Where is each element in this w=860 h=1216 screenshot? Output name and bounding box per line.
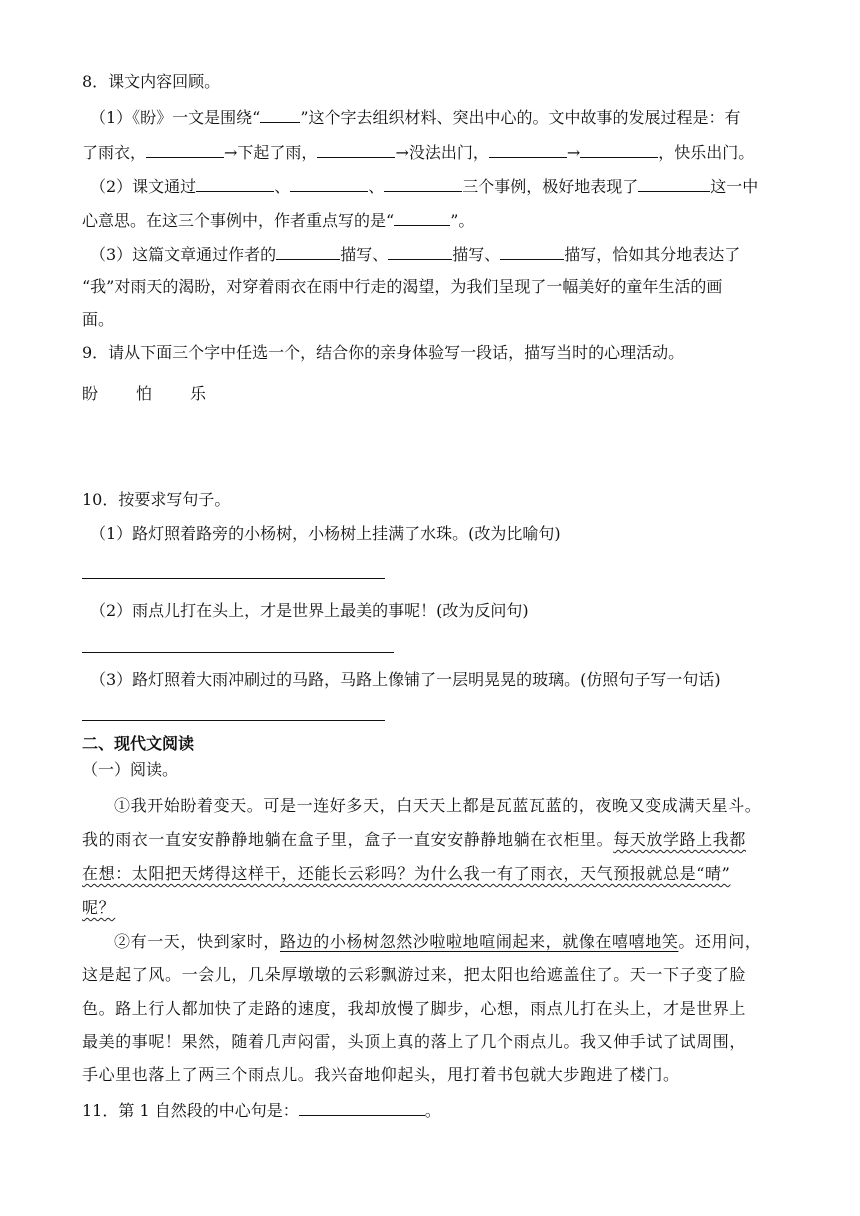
q10-sentence3: （3）路灯照着大雨冲刷过的马路，马路上像铺了一层明晃晃的玻璃。(仿照句子写一句话) bbox=[90, 670, 721, 689]
section-subheading: （一）阅读。 bbox=[82, 760, 179, 779]
q10-sentence1: （1）路灯照着路旁的小杨树，小杨树上挂满了水珠。(改为比喻句) bbox=[90, 524, 561, 543]
answer-blank[interactable] bbox=[580, 141, 658, 158]
answer-blank[interactable] bbox=[394, 209, 450, 226]
q8-part3-line2: “我”对雨天的渴盼，对穿着雨衣在雨中行走的渴望，为我们呈现了一幅美好的童年生活的画 bbox=[82, 277, 723, 296]
passage-p1-line2: 我的雨衣一直安安静静地躺在盒子里，盒子一直安安静静地躺在衣柜里。每天放学路上我都 bbox=[82, 830, 747, 849]
q8-part1-line1: （1）《盼》一文是围绕“ ”这个字去组织材料、突出中心的。文中故事的发展过程是：有 bbox=[90, 108, 741, 127]
passage-p2-line5: 手心里也落上了两三个雨点儿。我兴奋地仰起头，甩打着书包就大步跑进了楼门。 bbox=[82, 1065, 680, 1084]
answer-blank[interactable] bbox=[638, 175, 710, 192]
answer-blank[interactable] bbox=[500, 243, 564, 260]
q8-part1-line2: 了雨衣， →下起了雨， →没法出门， → ，快乐出门。 bbox=[82, 143, 755, 162]
passage-p2-line1: ②有一天，快到家时，路边的小杨树忽然沙啦啦地喧闹起来，就像在嘻嘻地笑。还用问， bbox=[114, 932, 762, 951]
answer-blank[interactable] bbox=[260, 106, 300, 123]
char-option: 乐 bbox=[190, 384, 207, 403]
answer-blank[interactable] bbox=[196, 175, 274, 192]
section-heading: 二、现代文阅读 bbox=[82, 734, 195, 753]
q9-title: 9．请从下面三个字中任选一个，结合你的亲身体验写一段话，描写当时的心理活动。 bbox=[82, 343, 685, 362]
wavy-underlined-text: 每天放学路上我都 bbox=[613, 830, 747, 849]
answer-blank[interactable] bbox=[384, 175, 462, 192]
answer-line[interactable] bbox=[82, 652, 394, 653]
q8-part3-line3: 面。 bbox=[82, 310, 115, 329]
passage-p2-line4: 最美的事呢！果然，随着几声闷雷，头顶上真的落上了几个雨点儿。我又伸手试了试周围， bbox=[82, 1032, 747, 1051]
q10-sentence2: （2）雨点儿打在头上，才是世界上最美的事呢！(改为反问句) bbox=[90, 601, 529, 620]
answer-blank[interactable] bbox=[317, 141, 395, 158]
passage-p1-line1: ①我开始盼着变天。可是一连好多天，白天天上都是瓦蓝瓦蓝的，夜晚又变成满天星斗。 bbox=[114, 796, 762, 815]
q8-part2-line2: 心意思。在这三个事例中，作者重点写的是“ ”。 bbox=[82, 211, 475, 230]
q8-part3-line1: （3）这篇文章通过作者的 描写、 描写、 描写，恰如其分地表达了 bbox=[90, 245, 741, 264]
answer-blank[interactable] bbox=[276, 243, 340, 260]
answer-line[interactable] bbox=[82, 720, 385, 721]
answer-line[interactable] bbox=[82, 578, 385, 579]
q8-part2-line1: （2）课文通过 、 、 三个事例，极好地表现了 这一中 bbox=[90, 177, 759, 196]
answer-blank[interactable] bbox=[146, 141, 224, 158]
answer-blank[interactable] bbox=[290, 175, 368, 192]
char-option: 怕 bbox=[136, 384, 153, 403]
q9-char-options bbox=[82, 384, 244, 404]
q8-title: 8．课文内容回顾。 bbox=[82, 72, 221, 91]
answer-blank[interactable] bbox=[299, 1099, 425, 1116]
q11-line: 11．第 1 自然段的中心句是： 。 bbox=[82, 1101, 441, 1120]
passage-p1-line4: 呢？ bbox=[82, 898, 116, 917]
passage-p2-line2: 这是起了风。一会儿，几朵厚墩墩的云彩飘游过来，把太阳也给遮盖住了。天一下子变了脸 bbox=[82, 965, 747, 984]
passage-p1-line3: 在想：太阳把天烤得这样干，还能长云彩吗？为什么我一有了雨衣，天气预报就总是“晴” bbox=[82, 864, 731, 883]
passage-p2-line3: 色。路上行人都加快了走路的速度，我却放慢了脚步，心想，雨点儿打在头上，才是世界上 bbox=[82, 999, 747, 1018]
char-option: 盼 bbox=[82, 384, 99, 403]
q10-title: 10．按要求写句子。 bbox=[82, 490, 231, 509]
answer-blank[interactable] bbox=[489, 141, 567, 158]
answer-blank[interactable] bbox=[388, 243, 452, 260]
underlined-text: 路边的小杨树忽然沙啦啦地喧闹起来，就像在嘻嘻地笑 bbox=[280, 932, 679, 951]
